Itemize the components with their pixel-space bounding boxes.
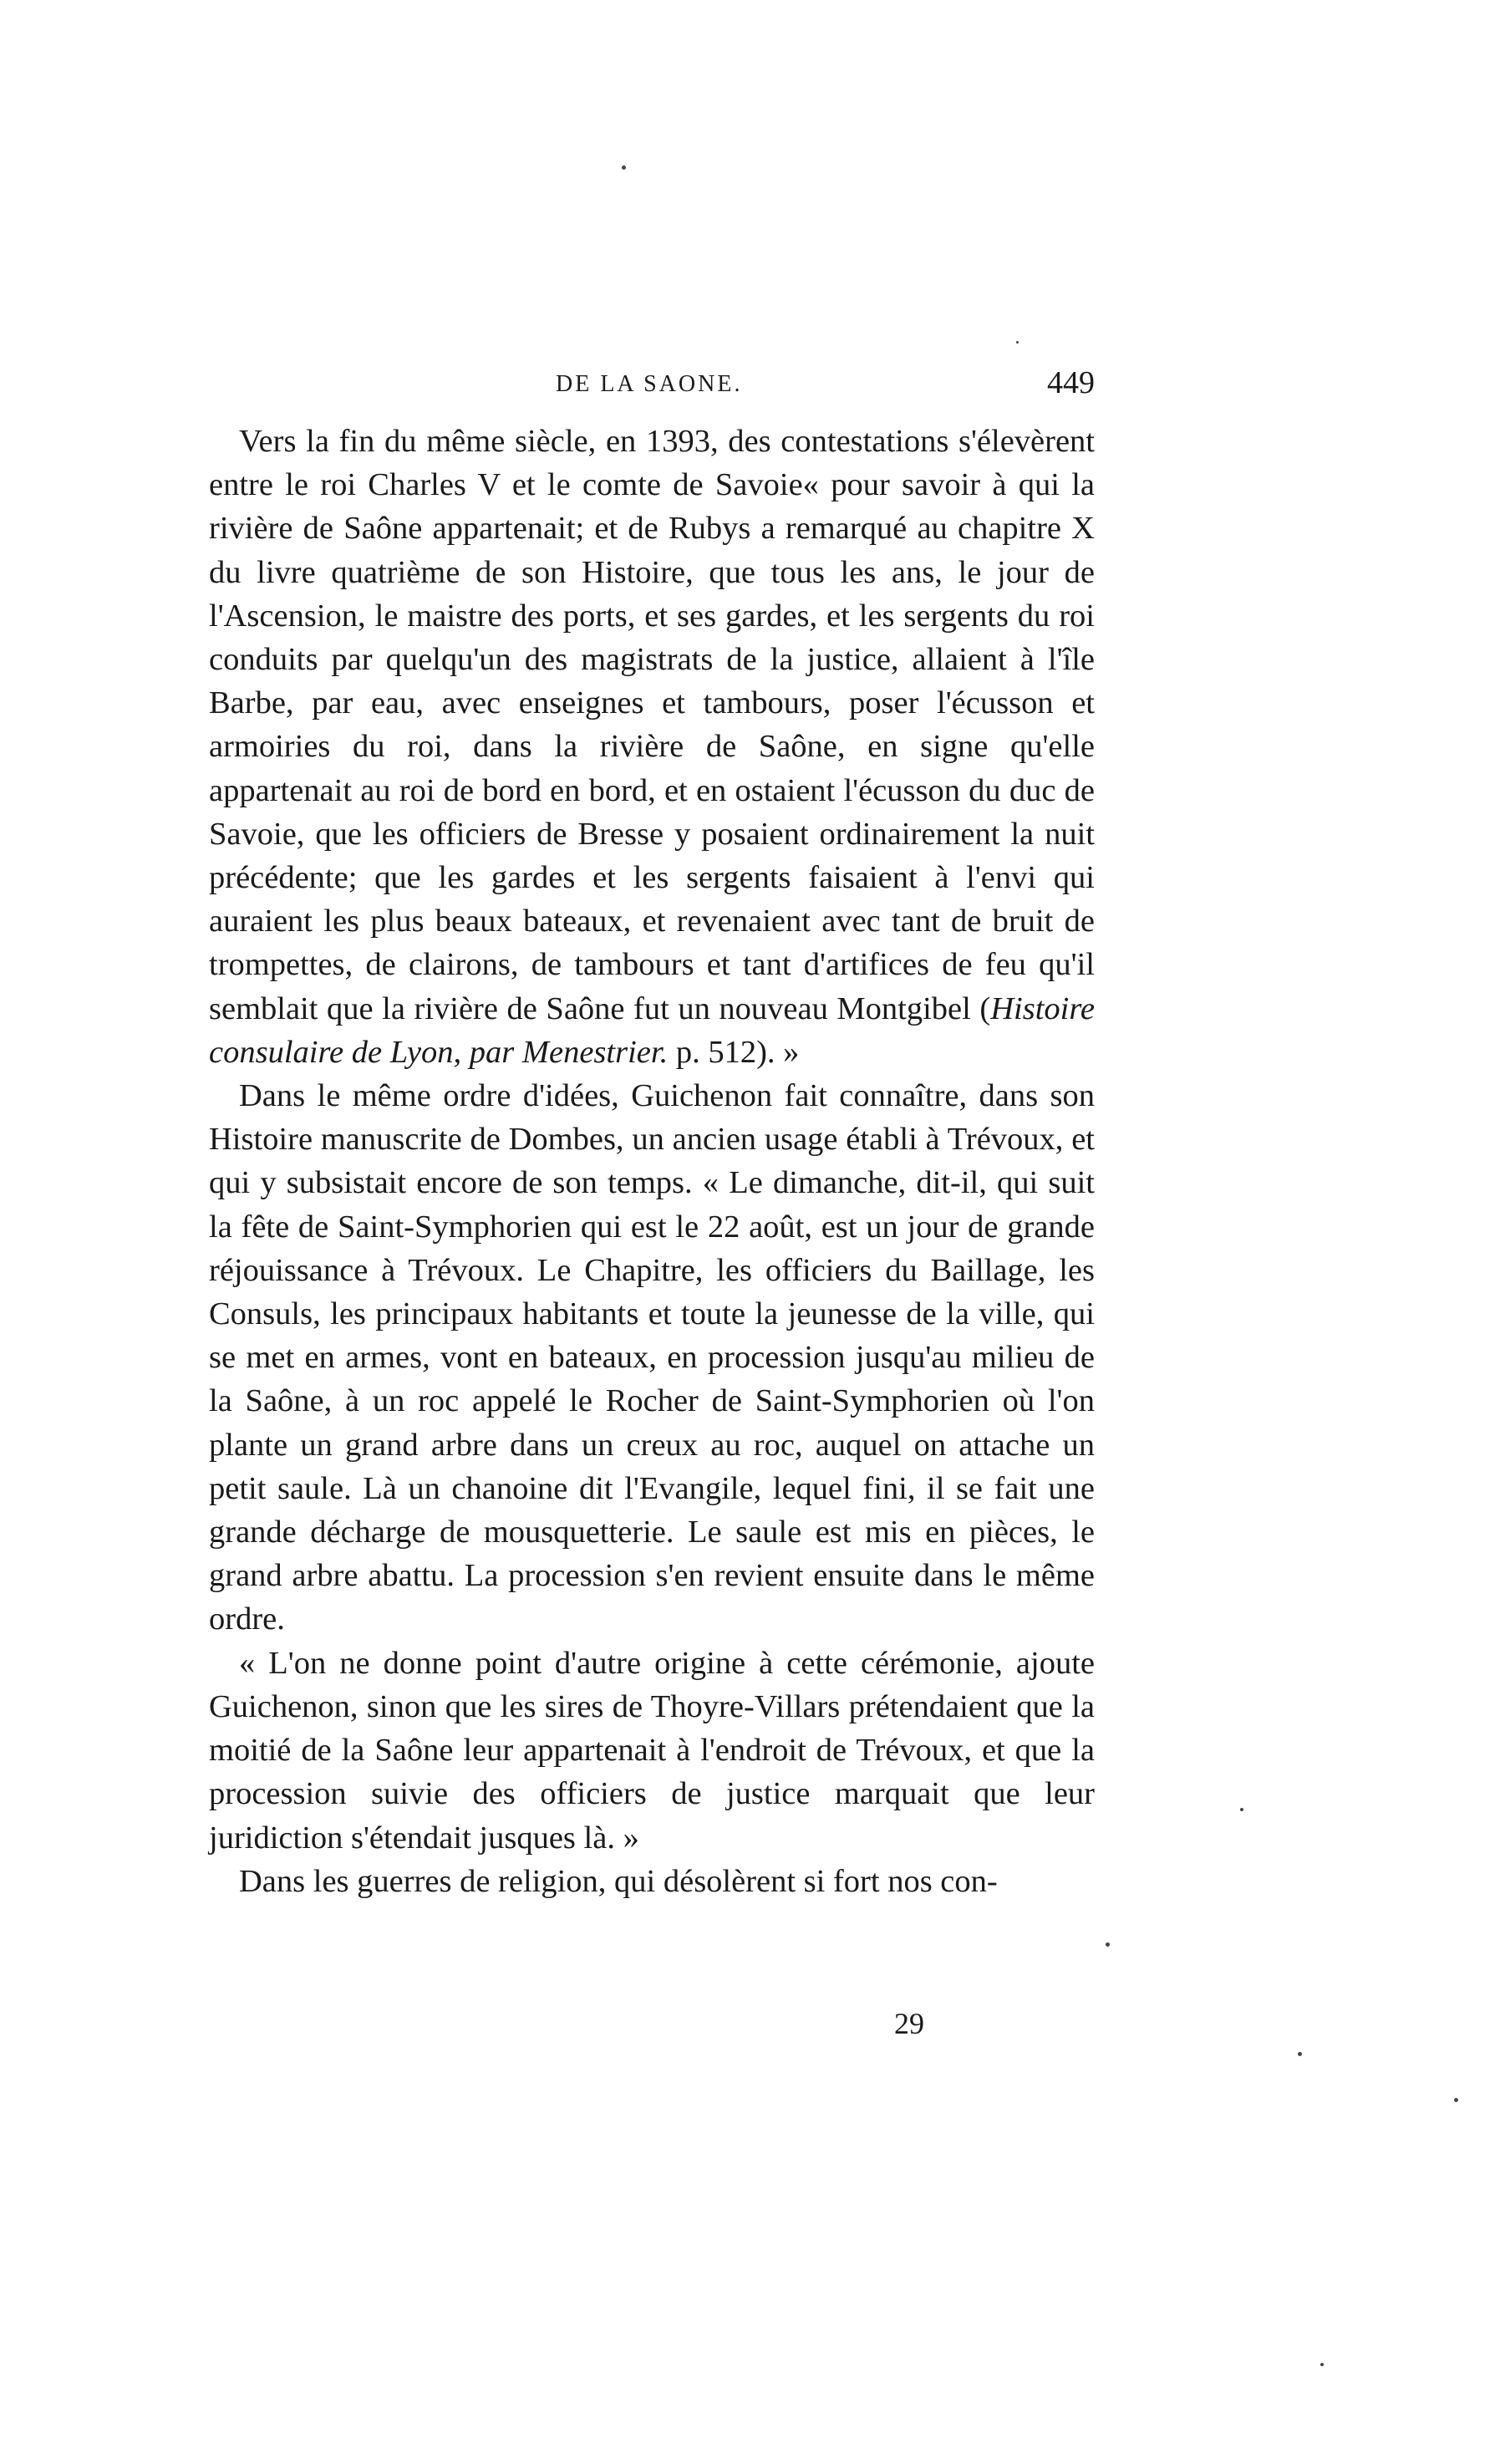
paragraph-4: Dans les guerres de religion, qui désolèrent si fort nos con-: [239, 1863, 998, 1899]
paragraph-3: « L'on ne donne point d'autre origine à cette cérémonie, ajoute Guichenon, sinon que les sires de Thoyre-Villars prétendaient que la moitié de la Saône leur appartenait à l'endroit de Trévoux, et que la procession suivie des officiers de justice marquait que leur juridiction s'étendait jusques là. »: [209, 1645, 1095, 1856]
scan-speck: [1016, 341, 1019, 344]
paragraph-1: [209, 420, 1095, 1074]
running-title: DE LA SAONE.: [556, 371, 743, 397]
paragraph-1-end: p. 512). »: [668, 1034, 800, 1070]
page-header: [209, 364, 1095, 415]
signature-mark: 29: [894, 2007, 924, 2040]
scan-speck: [1240, 1808, 1243, 1811]
paragraph-2: Dans le même ordre d'idées, Guichenon fait connaître, dans son Histoire manuscrite de Dombes, un ancien usage établi à Trévoux, et qui y subsistait encore de son temps. « Le dimanche, dit-il, qui suit la fête de Saint-Symphorien qui est le 22 août, est un jour de grande réjouissance à Trévoux. Le Chapitre, les officiers du Baillage, les Consuls, les principaux habitants et toute la jeunesse de la ville, qui se met en armes, vont en bateaux, en procession jusqu'au milieu de la Saône, à un roc appelé le Rocher de Saint-Symphorien où l'on plante un grand arbre dans un creux au roc, auquel on attache un petit saule. Là un chanoine dit l'Evangile, lequel fini, il se fait une grande décharge de mousquetterie. Le saule est mis en pièces, le grand arbre abattu. La procession s'en revient ensuite dans le même ordre.: [209, 1078, 1095, 1637]
text-body: [209, 420, 1095, 1903]
scan-speck: [1298, 2052, 1302, 2056]
citation-italic: Histoire consulaire de Lyon, par Menestrier.: [209, 990, 1095, 1070]
scan-speck: [1106, 1942, 1110, 1947]
page-number: 449: [1047, 365, 1095, 400]
paragraph-1-text: Vers la fin du même siècle, en 1393, des contestations s'élevèrent entre le roi Charles V et le comte de Savoie« pour savoir à qui la rivière de Saône appartenait; et de Rubys a remarqué au chapitre X du livre quatrième de son Histoire, que tous les ans, le jour de l'Ascension, le maistre des ports, et ses gardes, et les sergents du roi conduits par quelqu'un des magistrats de la justice, allaient à l'île Barbe, par eau, avec enseignes et tambours, poser l'écusson et armoiries du roi, dans la rivière de Saône, en signe qu'elle appartenait au roi de bord en bord, et en ostaient l'écusson du duc de Savoie, que les officiers de Bresse y posaient ordinairement la nuit précédente; que les gardes et les sergents faisaient à l'envi qui auraient les plus beaux bateaux, et revenaient avec tant de bruit de trompettes, de clairons, de tambours et tant d'artifices de feu qu'il semblait que la rivière de Saône fut un nouveau Montgibel (: [209, 424, 1095, 1026]
scan-speck: [1320, 2363, 1324, 2366]
scan-speck: [622, 165, 626, 170]
scan-speck: [1454, 2098, 1458, 2102]
